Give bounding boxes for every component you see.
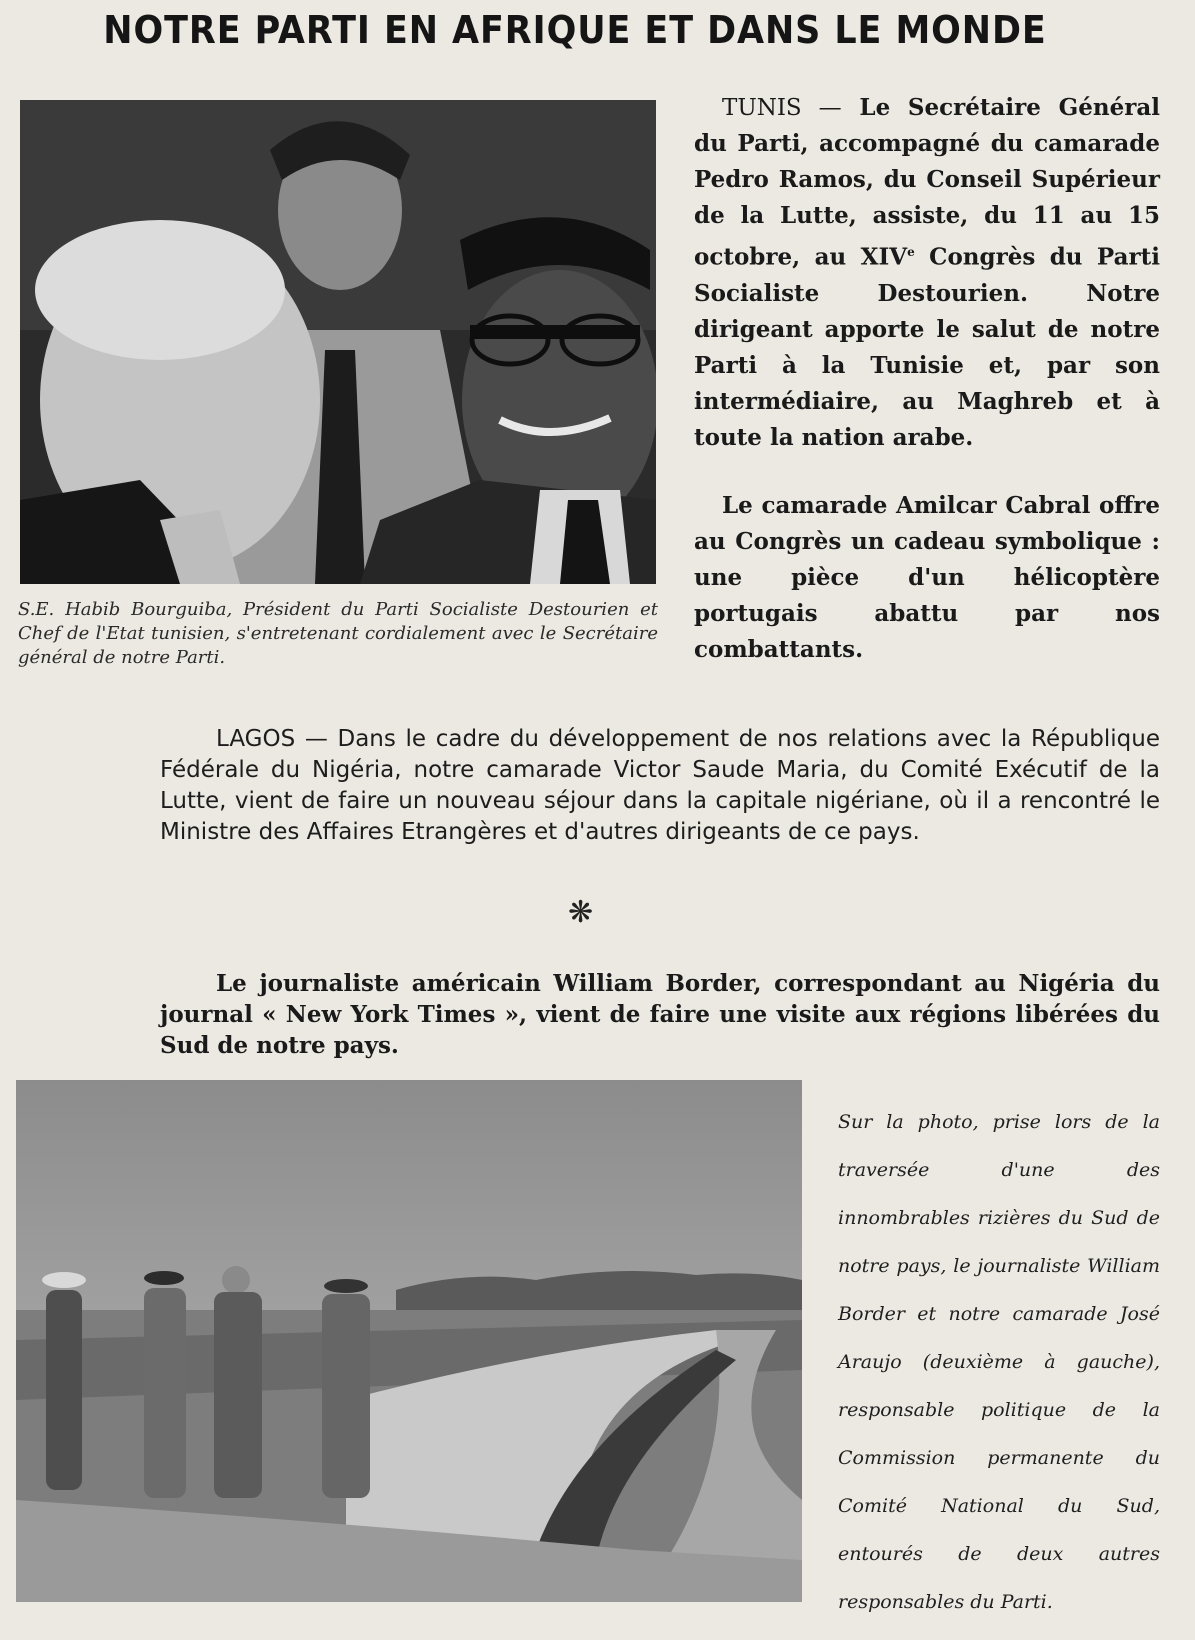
bourguiba-meeting-photo (20, 100, 656, 584)
page-headline: NOTRE PARTI EN AFRIQUE ET DANS LE MONDE (103, 8, 1047, 52)
border-visit-paragraph: Le journaliste américain William Border, correspondant au Nigéria du journal « New York Times », vient de faire une visite aux régions libérées du Sud de notre pays. (160, 970, 1160, 1059)
rice-field-photo (16, 1080, 802, 1602)
photo-caption-top: S.E. Habib Bourguiba, Président du Parti Socialiste Destourien et Chef de l'Etat tunisien, s'entretenant cordialement avec le Secrétaire général de notre Parti. (18, 599, 658, 668)
ornament-separator: ❋ (568, 895, 594, 930)
tunis-text-2: Congrès du Parti Socialiste Destourien. Notre dirigeant apporte le salut de notre Parti à la Tunisie et, par son intermédiaire, au Maghreb et à toute la nation arabe. (694, 243, 1160, 451)
cabral-paragraph: Le camarade Amilcar Cabral offre au Congrès un cadeau symbolique : une pièce d'un hélicoptère portugais abattu par nos combattants. (694, 492, 1160, 663)
tunis-superscript: e (907, 245, 915, 259)
tunis-text-1: Le Secrétaire Général du Parti, accompagné du camarade Pedro Ramos, du Conseil Supérieur de la Lutte, assiste, du 11 au 15 octobre, au XIV (694, 94, 1160, 271)
tunis-place: TUNIS — (722, 95, 842, 121)
tunis-paragraph (694, 90, 1160, 456)
photo-caption-bottom: Sur la photo, prise lors de la traversée d'une des innombrables rizières du Sud de notre pays, le journaliste William Border et notre camarade José Araujo (deuxième à gauche), responsable politique de la Commission permanente du Comité National du Sud, entourés de deux autres responsables du Parti. (838, 1111, 1160, 1613)
lagos-paragraph: LAGOS — Dans le cadre du développement de nos relations avec la République Fédérale du Nigéria, notre camarade Victor Saude Maria, du Comité Exécutif de la Lutte, vient de faire un nouveau séjour dans la capitale nigériane, où il a rencontré le Ministre des Affaires Etrangères et d'autres dirigeants de ce pays. (160, 726, 1160, 845)
